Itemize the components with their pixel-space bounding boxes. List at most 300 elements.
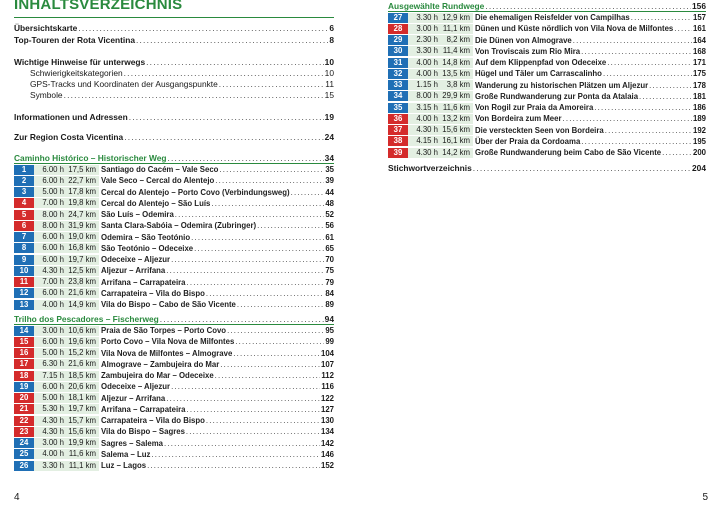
entry-page: 10 <box>324 57 334 67</box>
route-number-badge: 13 <box>14 300 34 310</box>
route-time: 3.00 h <box>34 438 66 448</box>
route-length: 8,2 km <box>440 35 473 45</box>
route-name: Cercal do Alentejo – São Luís <box>101 198 211 208</box>
route-time: 7.00 h <box>34 198 66 208</box>
route-time: 4.00 h <box>408 114 440 124</box>
leader-dots <box>649 80 692 91</box>
leader-dots <box>631 12 692 23</box>
route-page: 161 <box>692 24 706 34</box>
route-number-badge: 39 <box>388 148 408 158</box>
route-row[interactable] <box>388 80 706 91</box>
entry-page: 156 <box>692 1 706 11</box>
route-time: 6.00 h <box>34 382 66 392</box>
route-time: 4.30 h <box>408 148 440 158</box>
route-length: 19,6 km <box>66 337 99 347</box>
leader-dots <box>175 209 325 220</box>
route-page: 75 <box>325 266 334 276</box>
entry-page: 6 <box>329 23 334 33</box>
route-page: 171 <box>692 58 706 67</box>
route-length: 16,8 km <box>66 243 99 253</box>
route-row[interactable] <box>14 404 334 415</box>
route-name: Die ehemaligen Reisfelder von Campilhas <box>475 13 630 22</box>
leader-dots <box>233 348 320 359</box>
route-length: 10,6 km <box>66 326 99 336</box>
route-time: 4.00 h <box>408 58 440 68</box>
leader-dots <box>220 359 320 370</box>
right-page <box>360 0 720 507</box>
route-number-badge: 20 <box>14 393 34 403</box>
route-name: Die Dünen von Almograve <box>475 35 572 45</box>
leader-dots <box>186 426 320 437</box>
route-number-badge: 36 <box>388 114 408 124</box>
route-name: Von Bordeira zum Meer <box>475 114 562 124</box>
route-time: 5.00 h <box>34 187 66 197</box>
route-page: 107 <box>320 359 334 369</box>
route-time: 6.00 h <box>34 243 66 253</box>
route-length: 19,0 km <box>66 232 99 242</box>
leader-dots <box>573 35 692 46</box>
route-number-badge: 31 <box>388 58 408 68</box>
route-number-badge: 38 <box>388 136 408 146</box>
route-length: 31,9 km <box>66 221 99 231</box>
route-time: 4.30 h <box>34 427 66 437</box>
route-length: 13,2 km <box>440 114 473 124</box>
entry-label: Trilho dos Pescadores – Fischerweg <box>14 314 159 324</box>
route-name: Wanderung zu historischen Plätzen um Aljezur <box>475 80 649 90</box>
route-number-badge: 9 <box>14 255 34 265</box>
route-length: 19,8 km <box>66 198 99 208</box>
leader-dots <box>607 57 692 68</box>
route-number-badge: 21 <box>14 404 34 414</box>
route-row[interactable] <box>14 449 334 460</box>
route-length: 22,7 km <box>66 176 99 186</box>
route-number-badge: 24 <box>14 438 34 448</box>
route-name: São Teotónio – Odeceixe <box>101 243 194 253</box>
route-name: Vila Nova de Milfontes – Almograve <box>101 348 233 358</box>
route-length: 19,9 km <box>66 438 99 448</box>
route-name: Arrifana – Carrapateira <box>101 277 186 287</box>
route-length: 18,1 km <box>66 393 99 403</box>
route-number-badge: 1 <box>14 165 34 175</box>
route-row[interactable] <box>388 35 706 46</box>
leader-dots <box>171 381 320 392</box>
route-number-badge: 5 <box>14 210 34 220</box>
route-number-badge: 22 <box>14 416 34 426</box>
route-time: 6.00 h <box>34 165 66 175</box>
route-row[interactable] <box>14 359 334 370</box>
route-name: Luz – Lagos <box>101 461 147 470</box>
route-time: 1.15 h <box>408 80 440 90</box>
leader-dots <box>215 175 324 186</box>
route-page: 112 <box>321 371 334 380</box>
entry-label: Wichtige Hinweise für unterwegs <box>14 57 146 67</box>
route-page: 44 <box>325 187 334 197</box>
route-time: 8.00 h <box>34 221 66 231</box>
route-number-badge: 2 <box>14 176 34 186</box>
index-entry-line[interactable] <box>388 163 706 174</box>
route-page: 186 <box>692 103 706 112</box>
route-number-badge: 15 <box>14 337 34 347</box>
toc-entry[interactable] <box>14 68 334 79</box>
route-time: 8.00 h <box>408 91 440 101</box>
route-page: 52 <box>325 210 334 219</box>
route-row[interactable] <box>14 299 334 310</box>
route-row[interactable] <box>14 370 334 381</box>
route-number-badge: 29 <box>388 35 408 45</box>
route-length: 19,7 km <box>66 404 99 414</box>
route-row[interactable] <box>388 147 706 158</box>
entry-page: 24 <box>324 132 334 142</box>
leader-dots <box>603 68 692 79</box>
leader-dots <box>187 277 325 288</box>
route-name: Carrapateira – Vila do Bispo <box>101 416 205 425</box>
route-page: 200 <box>692 148 706 157</box>
route-name: Almograve – Zambujeira do Mar <box>101 359 220 369</box>
route-number-badge: 11 <box>14 277 34 287</box>
route-time: 2.30 h <box>408 35 440 45</box>
toc-title: INHALTSVERZEICHNIS <box>14 0 183 13</box>
route-length: 15,7 km <box>66 416 99 426</box>
route-row[interactable] <box>388 57 706 68</box>
route-time: 5.00 h <box>34 393 66 403</box>
route-name: Santa Clara-Sabóia – Odemira (Zubringer) <box>101 221 257 231</box>
route-length: 23,8 km <box>66 277 99 287</box>
leader-dots <box>136 35 328 46</box>
leader-dots <box>563 113 692 124</box>
route-length: 21,6 km <box>66 359 99 369</box>
route-row[interactable] <box>388 102 706 113</box>
leader-dots <box>206 288 324 299</box>
route-row[interactable] <box>14 220 334 231</box>
route-page: 35 <box>325 165 334 174</box>
route-page: 168 <box>692 46 706 56</box>
route-length: 11,1 km <box>66 461 99 471</box>
route-time: 5.30 h <box>34 404 66 414</box>
route-length: 15,6 km <box>66 427 99 437</box>
entry-page: 8 <box>329 35 334 45</box>
route-number-badge: 3 <box>14 187 34 197</box>
route-page: 130 <box>320 416 334 425</box>
toc-entry[interactable] <box>14 23 334 34</box>
leader-dots <box>187 404 320 415</box>
entry-page: 19 <box>324 112 334 122</box>
route-number-badge: 14 <box>14 326 34 336</box>
entry-page: 11 <box>325 79 334 89</box>
route-row[interactable] <box>14 336 334 347</box>
entry-page: 10 <box>324 68 334 78</box>
route-row[interactable] <box>388 91 706 102</box>
route-name: Arrifana – Carrapateira <box>101 404 186 414</box>
route-row[interactable] <box>388 46 706 57</box>
leader-dots <box>78 23 328 34</box>
leader-dots <box>166 265 324 276</box>
leader-dots <box>206 415 320 426</box>
route-name: Cercal do Alentejo – Porto Covo (Verbindungsweg) <box>101 187 290 197</box>
route-time: 4.00 h <box>34 300 66 310</box>
leader-dots <box>129 112 324 123</box>
route-time: 3.00 h <box>34 326 66 336</box>
route-length: 19,7 km <box>66 255 99 265</box>
route-page: 127 <box>320 404 334 414</box>
route-row[interactable] <box>14 175 334 186</box>
route-name: Vale Seco – Cercal do Alentejo <box>101 176 215 186</box>
route-name: Carrapateira – Vila do Bispo <box>101 288 205 298</box>
route-page: 122 <box>320 393 334 403</box>
entry-label: Symbole <box>30 90 63 100</box>
route-number-badge: 33 <box>388 80 408 90</box>
route-number-badge: 37 <box>388 125 408 135</box>
route-time: 6.00 h <box>34 337 66 347</box>
route-page: 189 <box>692 114 706 124</box>
route-name: Aljezur – Arrifana <box>101 266 166 276</box>
entry-page: 204 <box>692 163 706 173</box>
route-length: 13,5 km <box>440 69 473 79</box>
route-row[interactable] <box>14 187 334 198</box>
route-name: Große Rundwanderung beim Cabo de São Vicente <box>475 148 662 157</box>
leader-dots <box>473 163 691 174</box>
route-number-badge: 26 <box>14 461 34 471</box>
route-length: 29,9 km <box>440 91 473 101</box>
route-row[interactable] <box>14 277 334 288</box>
route-number-badge: 8 <box>14 243 34 253</box>
entry-label: Informationen und Adressen <box>14 112 128 122</box>
entry-label: Übersichtskarte <box>14 23 78 33</box>
entry-label: Ausgewählte Rundwege <box>388 1 485 11</box>
leader-dots <box>146 57 324 68</box>
route-number-badge: 7 <box>14 232 34 242</box>
route-time: 7.00 h <box>34 277 66 287</box>
leader-dots <box>191 232 324 243</box>
route-number-badge: 30 <box>388 46 408 56</box>
route-row[interactable] <box>388 125 706 136</box>
title-rule <box>14 17 334 18</box>
route-name: Vila do Bispo – Sagres <box>101 427 185 437</box>
entry-label: Stichwortverzeichnis <box>388 163 472 173</box>
leader-dots <box>166 393 320 404</box>
route-name: Porto Covo – Vila Nova de Milfontes <box>101 337 235 347</box>
route-row[interactable] <box>14 198 334 209</box>
route-time: 4.00 h <box>34 449 66 459</box>
route-page: 116 <box>321 382 334 392</box>
route-row[interactable] <box>14 438 334 449</box>
route-row[interactable] <box>388 12 706 23</box>
leader-dots <box>227 325 324 336</box>
leader-dots <box>164 438 320 449</box>
leader-dots <box>147 460 320 471</box>
toc-entry[interactable] <box>14 57 334 68</box>
route-name: Sagres – Salema <box>101 438 163 448</box>
route-length: 14,9 km <box>66 300 99 310</box>
leader-dots <box>257 220 324 231</box>
route-number-badge: 34 <box>388 91 408 101</box>
route-row[interactable] <box>14 232 334 243</box>
route-row[interactable] <box>14 288 334 299</box>
route-row[interactable] <box>14 265 334 276</box>
route-row[interactable] <box>14 393 334 404</box>
entry-label: Caminho Histórico – Historischer Weg <box>14 153 167 163</box>
route-time: 4.30 h <box>408 125 440 135</box>
route-time: 3.00 h <box>408 24 440 34</box>
route-page: 89 <box>325 300 334 309</box>
route-number-badge: 4 <box>14 198 34 208</box>
route-name: Odeceixe – Aljezur <box>101 255 171 264</box>
route-number-badge: 18 <box>14 371 34 381</box>
route-row[interactable] <box>14 325 334 336</box>
route-row[interactable] <box>14 460 334 471</box>
route-page: 79 <box>325 277 334 287</box>
route-time: 4.30 h <box>34 416 66 426</box>
route-row[interactable] <box>14 381 334 392</box>
route-row[interactable] <box>14 254 334 265</box>
route-name: Zambujeira do Mar – Odeceixe <box>101 371 214 380</box>
route-page: 181 <box>692 91 706 101</box>
route-page: 84 <box>325 288 334 298</box>
route-length: 11,6 km <box>66 449 99 459</box>
toc-entry[interactable] <box>14 79 334 90</box>
route-row[interactable] <box>388 23 706 34</box>
toc-entry[interactable] <box>14 35 334 46</box>
route-time: 5.00 h <box>34 348 66 358</box>
route-row[interactable] <box>14 164 334 175</box>
route-time: 3.30 h <box>408 13 440 23</box>
route-row[interactable] <box>14 426 334 437</box>
route-name: Von Rogil zur Praia da Amoreira <box>475 103 594 112</box>
route-name: Die versteckten Seen von Bordeira <box>475 125 604 135</box>
page-number-right: 5 <box>702 492 708 503</box>
toc-entry[interactable] <box>14 90 334 101</box>
leader-dots <box>211 198 324 209</box>
route-length: 11,6 km <box>440 103 473 113</box>
route-length: 20,6 km <box>66 382 99 392</box>
route-time: 3.30 h <box>408 46 440 56</box>
route-name: Hügel und Täler um Carrascalinho <box>475 69 602 79</box>
route-length: 15,6 km <box>440 125 473 135</box>
route-time: 3.30 h <box>34 461 66 471</box>
route-time: 6.00 h <box>34 232 66 242</box>
route-page: 48 <box>325 198 334 208</box>
route-page: 104 <box>320 348 334 358</box>
leader-dots <box>581 46 692 57</box>
route-page: 178 <box>692 80 706 90</box>
route-page: 39 <box>325 176 334 186</box>
leader-dots <box>639 91 692 102</box>
route-length: 12,9 km <box>440 13 473 23</box>
route-row[interactable] <box>14 415 334 426</box>
route-number-badge: 27 <box>388 13 408 23</box>
route-page: 192 <box>692 125 706 135</box>
route-page: 164 <box>692 35 706 45</box>
route-length: 17,8 km <box>66 187 99 197</box>
route-page: 175 <box>692 69 706 79</box>
leader-dots <box>171 254 324 265</box>
leader-dots <box>237 299 324 310</box>
route-row[interactable] <box>14 348 334 359</box>
leader-dots <box>219 79 325 90</box>
route-name: Odeceixe – Aljezur <box>101 382 171 392</box>
route-row[interactable] <box>14 243 334 254</box>
leader-dots <box>291 187 325 198</box>
route-page: 152 <box>320 461 334 470</box>
route-length: 3,8 km <box>440 80 473 90</box>
route-number-badge: 25 <box>14 449 34 459</box>
route-name: Salema – Luz <box>101 449 151 459</box>
route-number-badge: 23 <box>14 427 34 437</box>
route-time: 6.30 h <box>34 359 66 369</box>
route-number-badge: 28 <box>388 24 408 34</box>
page-number-left: 4 <box>14 492 20 503</box>
route-name: Große Rundwanderung zur Ponta da Atalaia <box>475 91 639 101</box>
route-name: Odemira – São Teotónio <box>101 232 191 242</box>
route-name: Aljezur – Arrifana <box>101 393 166 403</box>
route-number-badge: 6 <box>14 221 34 231</box>
route-number-badge: 16 <box>14 348 34 358</box>
route-length: 14,8 km <box>440 58 473 68</box>
toc-entry[interactable] <box>14 112 334 123</box>
route-name: Vila do Bispo – Cabo de São Vicente <box>101 300 236 309</box>
leader-dots <box>235 336 324 347</box>
route-name: Über der Praia da Cordoama <box>475 136 581 146</box>
route-time: 4.00 h <box>408 69 440 79</box>
entry-label: Zur Region Costa Vicentina <box>14 132 124 142</box>
route-length: 14,2 km <box>440 148 473 158</box>
entry-label: GPS-Tracks und Koordinaten der Ausgangspunkte <box>30 79 218 89</box>
route-length: 11,1 km <box>440 24 473 34</box>
route-page: 134 <box>320 427 334 437</box>
leader-dots <box>151 449 320 460</box>
route-time: 4.15 h <box>408 136 440 146</box>
leader-dots <box>194 243 324 254</box>
leader-dots <box>581 136 692 147</box>
leader-dots <box>124 132 323 143</box>
route-time: 3.15 h <box>408 103 440 113</box>
route-page: 157 <box>692 13 706 22</box>
route-page: 56 <box>325 221 334 231</box>
route-row[interactable] <box>388 136 706 147</box>
route-number-badge: 10 <box>14 266 34 276</box>
entry-page: 15 <box>324 90 334 100</box>
route-number-badge: 32 <box>388 69 408 79</box>
route-time: 7.15 h <box>34 371 66 381</box>
route-name: Praia de São Torpes – Porto Covo <box>101 326 227 335</box>
route-page: 146 <box>320 449 334 459</box>
route-page: 65 <box>325 243 334 253</box>
route-length: 21,6 km <box>66 288 99 298</box>
entry-label: Top-Touren der Rota Vicentina <box>14 35 135 45</box>
route-length: 11,4 km <box>440 46 473 56</box>
toc-entry[interactable] <box>14 132 334 143</box>
route-number-badge: 12 <box>14 288 34 298</box>
leader-dots <box>674 23 692 34</box>
route-time: 6.00 h <box>34 176 66 186</box>
route-name: Auf dem Klippenpfad von Odeceixe <box>475 58 607 67</box>
route-name: São Luís – Odemira <box>101 210 174 219</box>
leader-dots <box>219 164 324 175</box>
leader-dots <box>605 125 692 136</box>
route-row[interactable] <box>14 209 334 220</box>
route-row[interactable] <box>388 113 706 124</box>
route-length: 16,1 km <box>440 136 473 146</box>
route-row[interactable] <box>388 68 706 79</box>
route-length: 15,2 km <box>66 348 99 358</box>
route-number-badge: 19 <box>14 382 34 392</box>
route-page: 61 <box>325 232 334 242</box>
leader-dots <box>662 147 692 158</box>
entry-page: 94 <box>324 314 334 324</box>
route-number-badge: 35 <box>388 103 408 113</box>
route-page: 99 <box>325 337 334 347</box>
route-time: 6.00 h <box>34 288 66 298</box>
route-time: 8.00 h <box>34 210 66 220</box>
